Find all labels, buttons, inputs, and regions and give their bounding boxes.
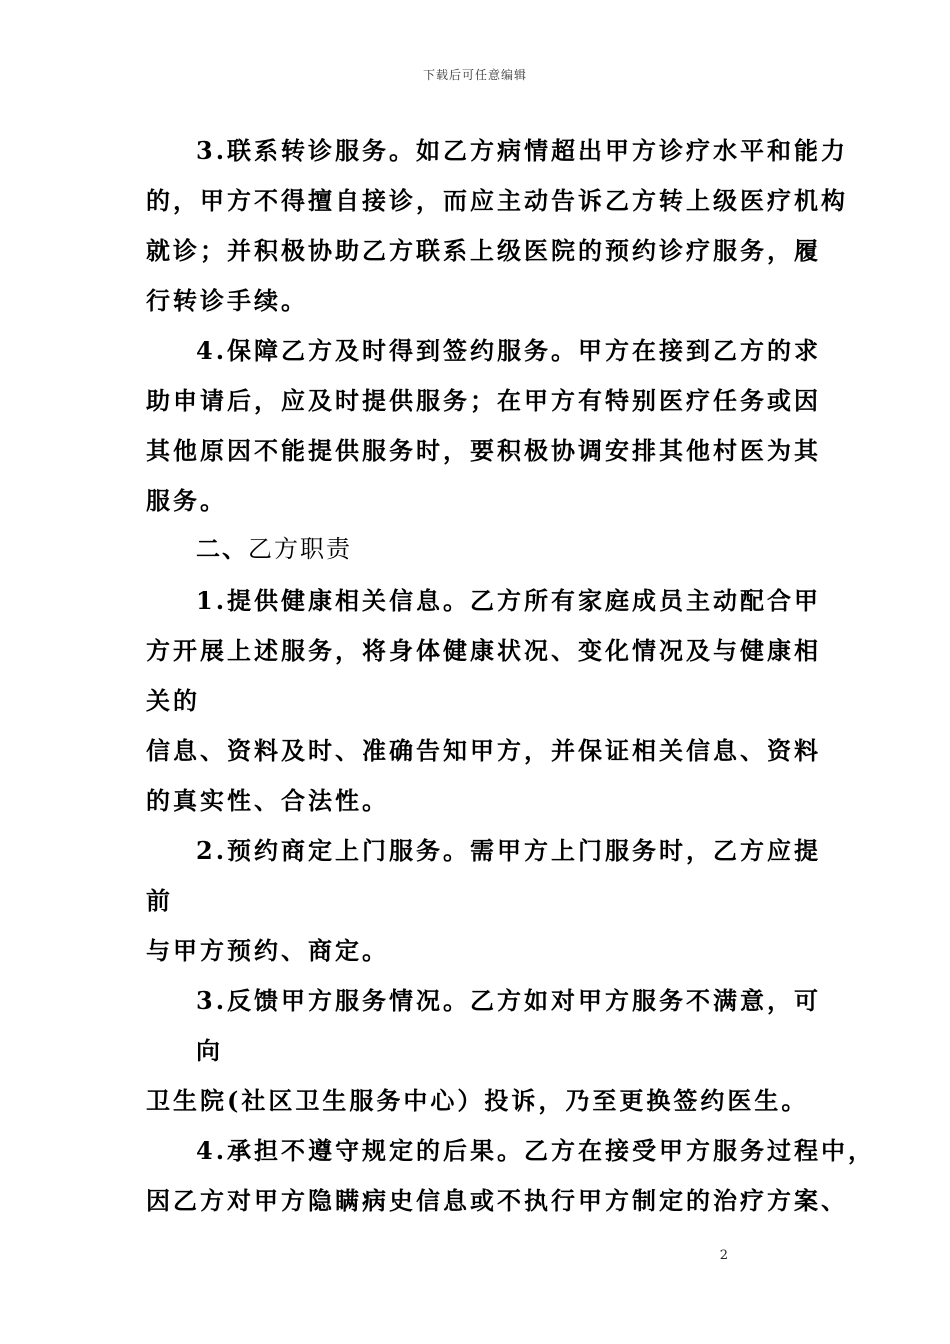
section-heading-number: 二、 bbox=[196, 535, 248, 563]
paragraph-line: 因乙方对甲方隐瞒病史信息或不执行甲方制定的治疗方案、 bbox=[146, 1186, 848, 1215]
paragraph-line: 关的 bbox=[146, 686, 200, 715]
paragraph-line: 的，甲方不得擅自接诊，而应主动告诉乙方转上级医疗机构 bbox=[146, 186, 848, 215]
paragraph-line: 2.预约商定上门服务。需甲方上门服务时，乙方应提 bbox=[196, 836, 822, 865]
paragraph-line: 就诊；并积极协助乙方联系上级医院的预约诊疗服务，履 bbox=[146, 236, 821, 265]
paragraph-line: 服务。 bbox=[146, 486, 227, 515]
paragraph-line: 1.提供健康相关信息。乙方所有家庭成员主动配合甲 bbox=[196, 586, 822, 615]
page-header: 下载后可任意编辑 bbox=[422, 68, 527, 82]
paragraph-line: 3.联系转诊服务。如乙方病情超出甲方诊疗水平和能力 bbox=[196, 136, 849, 165]
paragraph-line: 向 bbox=[196, 1036, 223, 1065]
paragraph-line: 与甲方预约、商定。 bbox=[146, 936, 389, 965]
paragraph-line: 其他原因不能提供服务时，要积极协调安排其他村医为其 bbox=[146, 436, 821, 465]
section-heading-title: 乙方职责 bbox=[248, 535, 352, 563]
paragraph-line: 方开展上述服务，将身体健康状况、变化情况及与健康相 bbox=[146, 636, 821, 665]
section-heading bbox=[196, 534, 352, 564]
page-number: 2 bbox=[719, 1248, 728, 1263]
paragraph-line: 前 bbox=[146, 886, 173, 915]
paragraph-line: 行转诊手续。 bbox=[146, 286, 308, 315]
paragraph-line: 卫生院(社区卫生服务中心）投诉，乃至更换签约医生。 bbox=[146, 1086, 809, 1115]
paragraph-line: 4.承担不遵守规定的后果。乙方在接受甲方服务过程中， bbox=[196, 1136, 876, 1165]
paragraph-line: 的真实性、合法性。 bbox=[146, 786, 389, 815]
paragraph-line: 4.保障乙方及时得到签约服务。甲方在接到乙方的求 bbox=[196, 336, 822, 365]
paragraph-line: 助申请后，应及时提供服务；在甲方有特别医疗任务或因 bbox=[146, 386, 821, 415]
paragraph-line: 3.反馈甲方服务情况。乙方如对甲方服务不满意，可 bbox=[196, 986, 822, 1015]
paragraph-line: 信息、资料及时、准确告知甲方，并保证相关信息、资料 bbox=[146, 736, 821, 765]
